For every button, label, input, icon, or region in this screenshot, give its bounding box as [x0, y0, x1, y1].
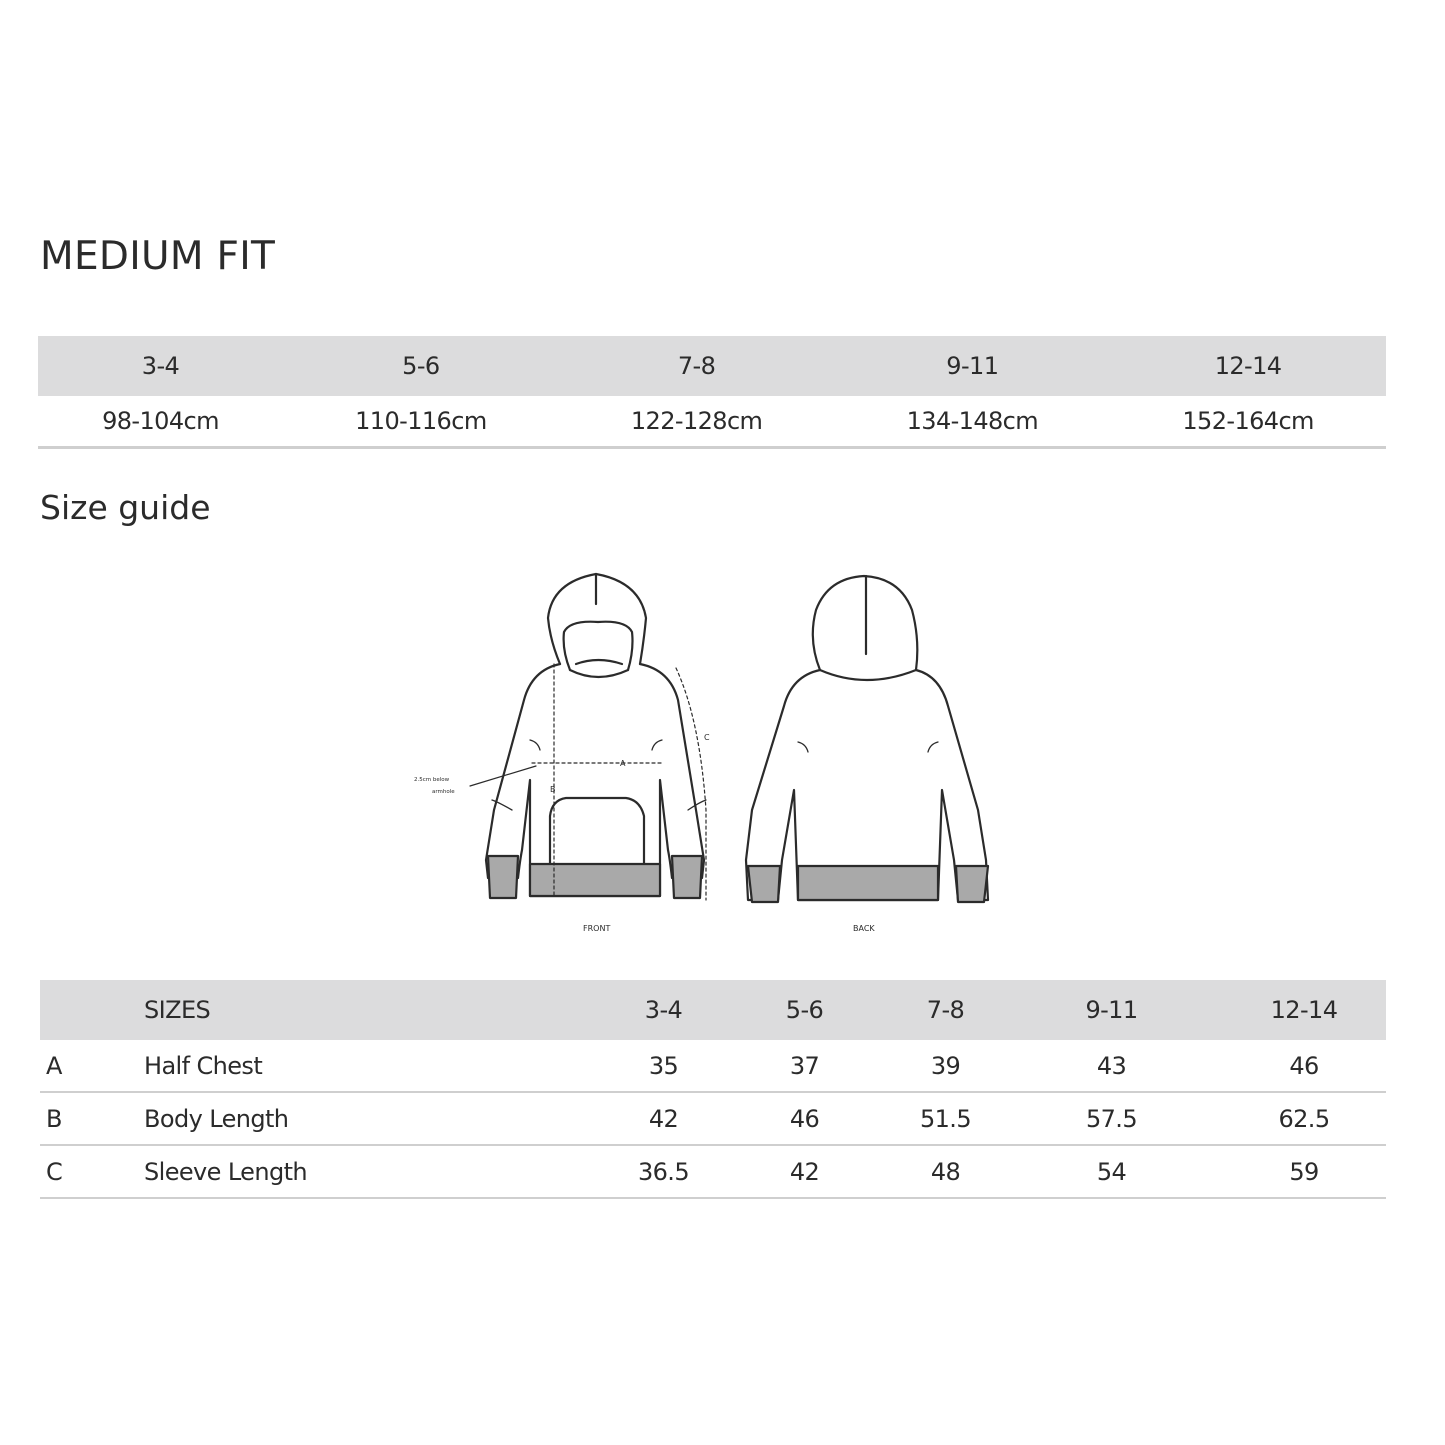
- row-name: Sleeve Length: [144, 1145, 608, 1198]
- row-value: 48: [890, 1145, 1001, 1198]
- row-value: 42: [719, 1145, 890, 1198]
- back-label: BACK: [853, 924, 875, 933]
- measurement-table: [40, 980, 1386, 1199]
- age-cell: 7-8: [559, 336, 835, 396]
- back-ribbing: [748, 866, 988, 902]
- height-cell: 98-104cm: [38, 396, 283, 448]
- back-hoodie-drawing: [746, 576, 988, 900]
- height-cell: 122-128cm: [559, 396, 835, 448]
- label-c: C: [704, 733, 710, 742]
- age-cell: 9-11: [834, 336, 1110, 396]
- row-value: 36.5: [608, 1145, 719, 1198]
- page-title: MEDIUM FIT: [40, 234, 276, 279]
- front-hoodie-drawing: [486, 574, 706, 896]
- row-value: 46: [719, 1092, 890, 1145]
- front-label: FRONT: [583, 924, 611, 933]
- row-value: 54: [1001, 1145, 1222, 1198]
- hoodie-diagram: [400, 560, 1000, 940]
- table-row: [40, 1092, 1386, 1145]
- row-letter: C: [40, 1145, 144, 1198]
- header-size: 12-14: [1222, 980, 1386, 1040]
- age-cell: 12-14: [1110, 336, 1386, 396]
- row-value: 46: [1222, 1040, 1386, 1092]
- header-blank: [40, 980, 144, 1040]
- label-b: B: [550, 785, 556, 794]
- header-size: 7-8: [890, 980, 1001, 1040]
- label-a: A: [620, 759, 626, 768]
- size-guide-heading: Size guide: [40, 488, 211, 527]
- row-letter: B: [40, 1092, 144, 1145]
- row-value: 39: [890, 1040, 1001, 1092]
- row-name: Half Chest: [144, 1040, 608, 1092]
- height-cell: 134-148cm: [834, 396, 1110, 448]
- row-value: 51.5: [890, 1092, 1001, 1145]
- row-value: 43: [1001, 1040, 1222, 1092]
- header-size: 3-4: [608, 980, 719, 1040]
- header-size: 5-6: [719, 980, 890, 1040]
- row-value: 62.5: [1222, 1092, 1386, 1145]
- table-row: [40, 1145, 1386, 1198]
- age-height-table: [38, 336, 1386, 449]
- age-header-row: [38, 336, 1386, 396]
- measurement-header-row: [40, 980, 1386, 1040]
- callout-text-1: 2.5cm below: [414, 777, 450, 783]
- height-cell: 152-164cm: [1110, 396, 1386, 448]
- height-cell: 110-116cm: [283, 396, 559, 448]
- callout-text-2: armhole: [432, 789, 455, 795]
- row-value: 59: [1222, 1145, 1386, 1198]
- age-cell: 5-6: [283, 336, 559, 396]
- row-letter: A: [40, 1040, 144, 1092]
- row-value: 42: [608, 1092, 719, 1145]
- age-cell: 3-4: [38, 336, 283, 396]
- row-name: Body Length: [144, 1092, 608, 1145]
- header-sizes: SIZES: [144, 980, 608, 1040]
- height-row: [38, 396, 1386, 448]
- header-size: 9-11: [1001, 980, 1222, 1040]
- table-row: [40, 1040, 1386, 1092]
- row-value: 57.5: [1001, 1092, 1222, 1145]
- row-value: 37: [719, 1040, 890, 1092]
- row-value: 35: [608, 1040, 719, 1092]
